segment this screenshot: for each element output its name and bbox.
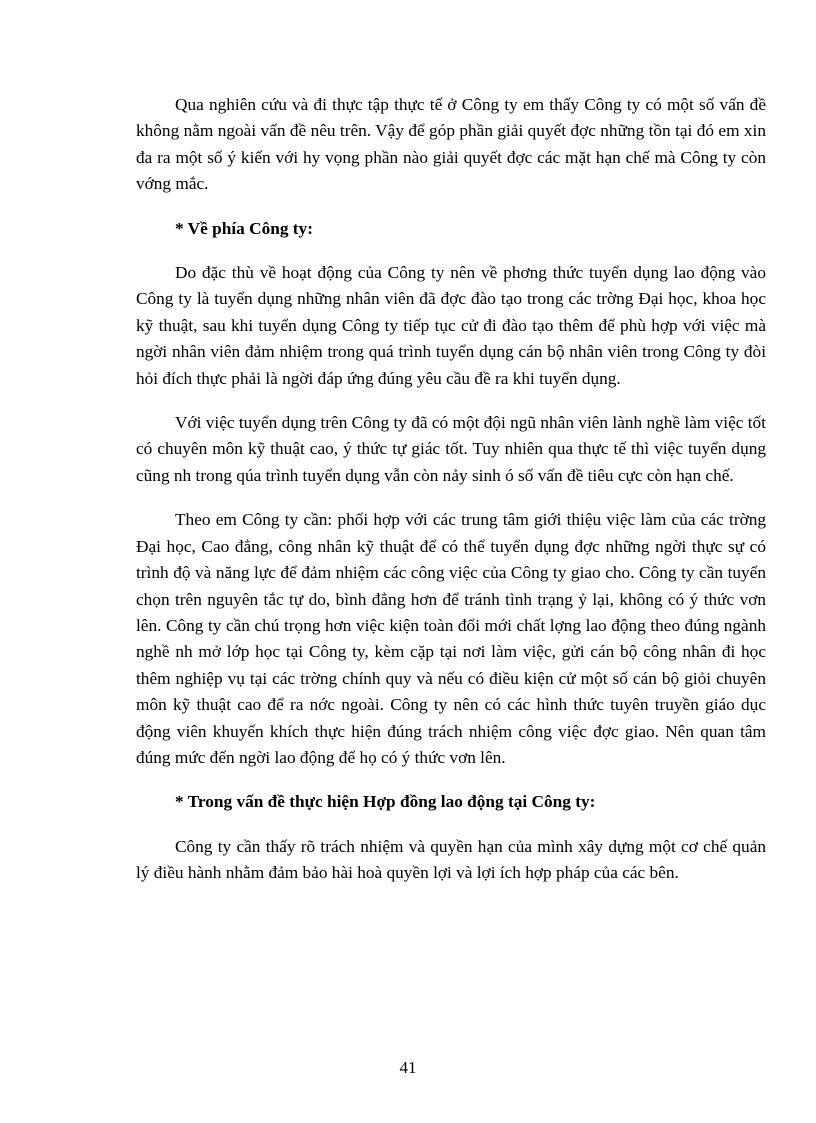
spacer	[136, 392, 766, 410]
section-heading-labor-contract: * Trong vấn đề thực hiện Hợp đồng lao động tại Công ty:	[175, 792, 596, 812]
spacer	[136, 198, 766, 216]
page-number: 41	[399, 1058, 417, 1077]
paragraph-recruitment-result: Với việc tuyển dụng trên Công ty đã có một đội ngũ nhân viên lành nghề làm việc tốt có chuyên môn kỹ thuật cao, ý thức tự giác tốt. Tuy nhiên qua thực tế thì việc tuyển dụng cũng nh trong qúa trình tuyển dụng vẫn còn nảy sinh ó số vấn đề tiêu cực còn hạn chế.	[136, 413, 766, 485]
paragraph-recruitment-method: Do đặc thù về hoạt động của Công ty nên về phơng thức tuyển dụng lao động vào Công ty là tuyển dụng những nhân viên đã đợc đào tạo trong các trờng Đại học, khoa học kỹ thuật, sau khi tuyển dụng Công ty tiếp tục cử đi đào tạo thêm để phù hợp với việc mà ngời nhân viên đảm nhiệm trong quá trình tuyển dụng cán bộ nhân viên trong Công ty đòi hỏi đích thực phải là ngời đáp ứng đúng yêu cầu đề ra khi tuyển dụng.	[136, 263, 766, 388]
paragraph-responsibility: Công ty cần thấy rõ trách nhiệm và quyền hạn của mình xây dựng một cơ chế quản lý điều hành nhằm đảm bảo hài hoà quyền lợi và lợi ích hợp pháp của các bên.	[136, 836, 766, 883]
spacer	[136, 489, 766, 507]
paragraph-intro: Qua nghiên cứu và đi thực tập thực tế ở Công ty em thấy Công ty có một số vấn đề không nằm ngoài vấn đề nêu trên. Vậy để góp phần giải quyết đợc những tồn tại đó em xin đa ra một số ý kiến với hy vọng phần nào giải quyết đợc các mặt hạn chế mà Công ty còn vớng mắc.	[136, 95, 766, 194]
spacer	[136, 816, 766, 834]
paragraph-recommendations: Theo em Công ty cần: phối hợp với các trung tâm giới thiệu việc làm của các trờng Đại học, Cao đẳng, công nhân kỹ thuật để có thể tuyển dụng đợc những ngời thực sự có trình độ và năng lực để đảm nhiệm các công việc của Công ty giao cho. Công ty cần tuyển chọn trên nguyên tắc tự do, bình đẳng hơn để tránh tình trạng ỷ lại, không có ý thức vơn lên. Công ty cần chú trọng hơn việc kiện toàn đổi mới chất lợng lao động theo đúng ngành nghề nh mở lớp học tại Công ty, kèm cặp tại nơi làm việc, gửi cán bộ công nhân đi học thêm nghiệp vụ tại các trờng chính quy và nếu có điều kiện cử một số cán bộ giỏi chuyên môn kỹ thuật cao để ra nớc ngoài. Công ty nên có các hình thức tuyên truyền giáo dục động viên khuyến khích thực hiện đúng trách nhiệm công việc đợc giao. Nên quan tâm đúng mức đến ngời lao động để họ có ý thức vơn lên.	[136, 510, 766, 767]
spacer	[136, 242, 766, 260]
section-heading-company: * Về phía Công ty:	[175, 218, 313, 238]
document-page	[136, 92, 766, 887]
spacer	[136, 771, 766, 789]
